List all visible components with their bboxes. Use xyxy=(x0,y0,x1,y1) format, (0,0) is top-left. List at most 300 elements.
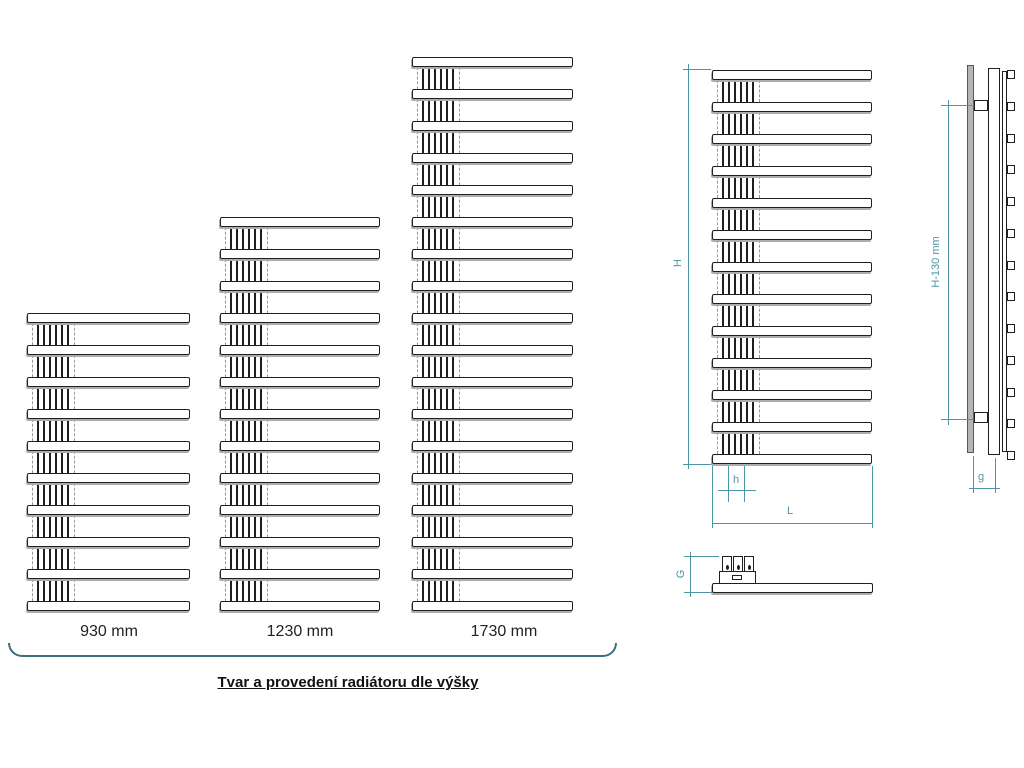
radiator-bar xyxy=(220,473,380,483)
radiator-bar xyxy=(27,377,190,387)
collector-tube xyxy=(61,483,69,505)
radiator-bar xyxy=(27,505,190,515)
collector-tube xyxy=(734,336,742,358)
collector-tube xyxy=(746,400,754,422)
collector-tube xyxy=(254,547,262,569)
collector-tube xyxy=(230,579,238,601)
collector-tubes xyxy=(422,323,454,345)
collector-tube xyxy=(722,400,730,422)
collector-tubes xyxy=(722,112,754,134)
radiator-bar xyxy=(220,377,380,387)
collector-tube xyxy=(49,323,57,345)
dim-label-H: H xyxy=(672,259,684,267)
size-label-1730: 1730 mm xyxy=(470,623,538,640)
collector-tube xyxy=(446,131,454,153)
collector-tubes xyxy=(37,355,69,377)
collector-tube xyxy=(446,419,454,441)
collector-tube xyxy=(242,355,250,377)
collector-tubes xyxy=(230,387,262,409)
collector-tube xyxy=(422,131,430,153)
collector-tube xyxy=(37,547,45,569)
radiator-bar xyxy=(412,569,573,579)
collector-tube xyxy=(422,579,430,601)
collector-tube xyxy=(746,144,754,166)
radiator-bar xyxy=(412,505,573,515)
collector-tubes xyxy=(722,240,754,262)
collector-tube xyxy=(49,547,57,569)
collector-tube xyxy=(746,432,754,454)
collector-tube xyxy=(722,368,730,390)
collector-tube xyxy=(254,259,262,281)
collector-tube xyxy=(61,515,69,537)
collector-tube xyxy=(230,515,238,537)
collector-tube xyxy=(422,195,430,217)
radiator-bar xyxy=(412,345,573,355)
collector-tube xyxy=(734,400,742,422)
bar-end-stub xyxy=(1007,70,1015,79)
radiator-bar xyxy=(220,217,380,227)
collector-tube xyxy=(61,451,69,473)
radiator-bar xyxy=(712,198,872,208)
radiator-bar xyxy=(412,441,573,451)
radiator-bar xyxy=(27,569,190,579)
radiator-bar xyxy=(412,121,573,131)
collector-tube xyxy=(734,208,742,230)
collector-tube xyxy=(422,163,430,185)
collector-tube xyxy=(434,99,442,121)
collector-tube xyxy=(422,419,430,441)
collector-tube xyxy=(446,163,454,185)
collector-tube xyxy=(49,387,57,409)
size-label-930: 930 mm xyxy=(80,623,138,640)
radiator-bar xyxy=(27,313,190,323)
mounting-bracket-bottom xyxy=(974,412,988,423)
collector-tube xyxy=(242,547,250,569)
radiator-bar xyxy=(712,390,872,400)
collector-tubes xyxy=(230,515,262,537)
radiator-bar xyxy=(412,313,573,323)
radiator-bar xyxy=(220,409,380,419)
collector-tube xyxy=(49,355,57,377)
collector-tubes xyxy=(422,259,454,281)
collector-tube xyxy=(422,323,430,345)
collector-tube xyxy=(254,483,262,505)
radiator-bar xyxy=(220,505,380,515)
bar-end-stub xyxy=(1007,451,1015,460)
radiator-bar xyxy=(27,409,190,419)
collector-tubes xyxy=(722,304,754,326)
radiator-bar xyxy=(412,473,573,483)
collector-tubes xyxy=(230,355,262,377)
collector-tube xyxy=(746,368,754,390)
collector-tubes xyxy=(422,131,454,153)
collector-tube xyxy=(722,176,730,198)
collector-tube xyxy=(422,291,430,313)
collector-tube xyxy=(434,419,442,441)
collector-tube xyxy=(242,387,250,409)
radiator-bar xyxy=(712,422,872,432)
collector-tube xyxy=(254,387,262,409)
dim-line-G xyxy=(690,552,691,597)
radiator-bar xyxy=(412,185,573,195)
collector-tube xyxy=(446,579,454,601)
radiator-bar xyxy=(712,358,872,368)
collector-tube xyxy=(746,112,754,134)
collector-tube xyxy=(746,208,754,230)
radiator-bar xyxy=(712,134,872,144)
radiator-bar xyxy=(27,441,190,451)
collector-tube xyxy=(734,432,742,454)
radiator-bar xyxy=(220,345,380,355)
collector-tube xyxy=(254,451,262,473)
collector-tube xyxy=(434,291,442,313)
radiator-bar xyxy=(412,153,573,163)
collector-tube xyxy=(254,227,262,249)
collector-tube xyxy=(434,515,442,537)
collector-tube xyxy=(722,112,730,134)
collector-tube xyxy=(422,547,430,569)
dim-label-L: L xyxy=(786,505,794,517)
radiator-bar xyxy=(412,409,573,419)
pipe-port xyxy=(748,565,751,570)
collector-tubes xyxy=(230,547,262,569)
collector-tube xyxy=(446,227,454,249)
collector-tubes xyxy=(37,547,69,569)
radiator-bar xyxy=(712,454,872,464)
radiator-bar xyxy=(412,537,573,547)
dim-line-h xyxy=(718,490,756,491)
collector-tube xyxy=(434,227,442,249)
collector-tube xyxy=(434,259,442,281)
collector-tubes xyxy=(37,579,69,601)
bar-end-stub xyxy=(1007,356,1015,365)
collector-tubes xyxy=(722,400,754,422)
radiator-bar xyxy=(220,249,380,259)
radiator-1730mm-drawing xyxy=(412,57,573,611)
wall-rail xyxy=(967,65,974,453)
collector-tube xyxy=(446,99,454,121)
radiator-bar xyxy=(412,377,573,387)
collector-tubes xyxy=(37,451,69,473)
collector-tube xyxy=(242,291,250,313)
collector-tubes xyxy=(230,419,262,441)
collector-tube xyxy=(254,419,262,441)
bar-end-stub xyxy=(1007,229,1015,238)
caption-title: Tvar a provedení radiátoru dle výšky xyxy=(217,674,479,691)
collector-tubes xyxy=(422,195,454,217)
collector-tube xyxy=(49,419,57,441)
collector-tubes xyxy=(37,483,69,505)
radiator-bar xyxy=(412,57,573,67)
collector-tubes xyxy=(37,387,69,409)
dim-label-h: h xyxy=(732,474,740,486)
collector-tube xyxy=(746,240,754,262)
collector-tube xyxy=(230,387,238,409)
collector-tubes xyxy=(230,579,262,601)
collector-tube xyxy=(734,272,742,294)
collector-tube xyxy=(61,323,69,345)
collector-tube xyxy=(734,112,742,134)
collector-tube xyxy=(446,67,454,89)
mounting-bracket-top xyxy=(974,100,988,111)
radiator-bar xyxy=(412,89,573,99)
collector-tubes xyxy=(37,515,69,537)
collector-tube xyxy=(722,272,730,294)
collector-tube xyxy=(734,240,742,262)
collector-tube xyxy=(734,304,742,326)
collector-tube xyxy=(422,451,430,473)
radiator-bar xyxy=(712,70,872,80)
collector-tube xyxy=(746,176,754,198)
collector-tube xyxy=(434,387,442,409)
collector-tube xyxy=(722,208,730,230)
radiator-bar xyxy=(712,262,872,272)
radiator-930mm-drawing xyxy=(27,313,190,611)
dim-line-H xyxy=(688,64,689,469)
collector-tube xyxy=(230,451,238,473)
collector-tubes xyxy=(722,208,754,230)
radiator-bar xyxy=(412,249,573,259)
collector-tubes xyxy=(722,368,754,390)
collector-tube xyxy=(61,547,69,569)
dim-ext-line xyxy=(872,466,873,528)
collector-tubes xyxy=(230,323,262,345)
collector-tubes xyxy=(422,99,454,121)
collector-tubes xyxy=(230,227,262,249)
collector-tube xyxy=(254,515,262,537)
collector-tubes xyxy=(422,579,454,601)
front-view-drawing xyxy=(712,70,872,464)
collector-tubes xyxy=(230,483,262,505)
collector-tube xyxy=(37,355,45,377)
dim-ext-line xyxy=(684,592,712,593)
collector-tube xyxy=(422,67,430,89)
radiator-1230mm-drawing xyxy=(220,217,380,611)
collector-tube xyxy=(734,144,742,166)
collector-tubes xyxy=(422,387,454,409)
collector-tube xyxy=(746,272,754,294)
collector-tube xyxy=(446,483,454,505)
radiator-bar xyxy=(220,313,380,323)
collector-tube xyxy=(434,67,442,89)
collector-tubes xyxy=(722,144,754,166)
collector-tubes xyxy=(722,176,754,198)
collector-tube xyxy=(422,99,430,121)
radiator-bar xyxy=(712,230,872,240)
collector-tube xyxy=(61,579,69,601)
collector-tube xyxy=(434,547,442,569)
collector-tube xyxy=(254,323,262,345)
collector-tube xyxy=(446,387,454,409)
collector-tube xyxy=(37,323,45,345)
collector-tubes xyxy=(37,419,69,441)
bar-end-stub xyxy=(1007,419,1015,428)
dim-line-H130 xyxy=(948,100,949,425)
collector-tube xyxy=(422,387,430,409)
collector-tube xyxy=(254,291,262,313)
collector-tube xyxy=(746,80,754,102)
collector-tube xyxy=(230,227,238,249)
collector-tube xyxy=(61,355,69,377)
pipe-stub xyxy=(744,556,754,572)
radiator-bar xyxy=(220,441,380,451)
collector-tube xyxy=(446,451,454,473)
bar-end-stub xyxy=(1007,134,1015,143)
collector-tubes xyxy=(722,336,754,358)
collector-tube xyxy=(422,227,430,249)
collector-tube xyxy=(434,451,442,473)
collector-tube xyxy=(37,515,45,537)
radiator-bar xyxy=(712,326,872,336)
collector-tubes xyxy=(422,515,454,537)
collector-tube xyxy=(422,483,430,505)
collector-tube xyxy=(230,355,238,377)
collector-tube xyxy=(734,368,742,390)
collector-tube xyxy=(734,176,742,198)
collector-tube xyxy=(434,323,442,345)
collector-tubes xyxy=(230,451,262,473)
radiator-bar xyxy=(712,166,872,176)
valve-connector xyxy=(732,575,742,580)
collector-tube xyxy=(49,483,57,505)
dim-line-L xyxy=(712,523,873,524)
pipe-stub xyxy=(722,556,732,572)
collector-tube xyxy=(446,259,454,281)
collector-tube xyxy=(722,144,730,166)
radiator-bar xyxy=(712,102,872,112)
collector-tube xyxy=(746,304,754,326)
bar-end-stub xyxy=(1007,292,1015,301)
collector-tube xyxy=(37,451,45,473)
collector-tube xyxy=(61,387,69,409)
pipe-port xyxy=(737,565,740,570)
radiator-bar xyxy=(220,569,380,579)
collector-tubes xyxy=(422,419,454,441)
collector-tube xyxy=(242,451,250,473)
collector-profile xyxy=(988,68,1000,455)
collector-tube xyxy=(61,419,69,441)
collector-tube xyxy=(242,579,250,601)
dim-ext-line xyxy=(941,419,974,420)
bar-end-stub xyxy=(1007,197,1015,206)
collector-tube xyxy=(722,336,730,358)
collector-tube xyxy=(722,240,730,262)
collector-tube xyxy=(722,80,730,102)
collector-tube xyxy=(446,323,454,345)
dim-ext-line xyxy=(712,466,713,528)
collector-tube xyxy=(37,483,45,505)
radiator-bar xyxy=(412,217,573,227)
collector-tube xyxy=(434,579,442,601)
size-label-1230: 1230 mm xyxy=(266,623,334,640)
collector-tubes xyxy=(422,227,454,249)
bar-end-stub xyxy=(1007,324,1015,333)
collector-tube xyxy=(230,483,238,505)
bar-end-stub xyxy=(1007,102,1015,111)
collector-tube xyxy=(434,163,442,185)
collector-tubes xyxy=(422,451,454,473)
collector-tube xyxy=(254,579,262,601)
radiator-bar xyxy=(712,294,872,304)
collector-tube xyxy=(242,227,250,249)
collector-tubes xyxy=(422,291,454,313)
radiator-bar xyxy=(412,281,573,291)
collector-tubes xyxy=(37,323,69,345)
collector-tube xyxy=(242,323,250,345)
collector-tube xyxy=(242,515,250,537)
collector-tubes xyxy=(422,355,454,377)
radiator-bar xyxy=(220,601,380,611)
dim-ext-line xyxy=(941,105,974,106)
radiator-bar xyxy=(412,601,573,611)
collector-tube xyxy=(434,195,442,217)
collector-tube xyxy=(37,387,45,409)
collector-tube xyxy=(422,515,430,537)
collector-tube xyxy=(230,323,238,345)
collector-tube xyxy=(446,355,454,377)
collector-tubes xyxy=(722,432,754,454)
collector-tube xyxy=(722,432,730,454)
collector-tube xyxy=(230,547,238,569)
collector-tubes xyxy=(722,272,754,294)
collector-tube xyxy=(734,80,742,102)
collector-tube xyxy=(230,419,238,441)
collector-tube xyxy=(49,579,57,601)
bottom-view-body xyxy=(712,583,873,593)
radiator-bar xyxy=(220,281,380,291)
collector-tubes xyxy=(422,67,454,89)
collector-tube xyxy=(37,419,45,441)
dim-label-g: g xyxy=(977,471,985,483)
collector-tubes xyxy=(230,291,262,313)
collector-tube xyxy=(434,355,442,377)
collector-tubes xyxy=(230,259,262,281)
collector-tube xyxy=(422,355,430,377)
collector-tubes xyxy=(422,163,454,185)
collector-tube xyxy=(746,336,754,358)
collector-tube xyxy=(254,355,262,377)
collector-tube xyxy=(230,259,238,281)
collector-tube xyxy=(242,483,250,505)
collector-tube xyxy=(434,483,442,505)
collector-tube xyxy=(434,131,442,153)
bar-end-stub xyxy=(1007,388,1015,397)
dim-label-G: G xyxy=(675,569,687,579)
collector-tubes xyxy=(422,547,454,569)
collector-tubes xyxy=(422,483,454,505)
radiator-bar xyxy=(27,345,190,355)
collector-tube xyxy=(242,259,250,281)
collector-tube xyxy=(446,291,454,313)
collector-tube xyxy=(722,304,730,326)
dim-label-H130: H-130 mm xyxy=(930,236,942,288)
collector-tube xyxy=(242,419,250,441)
pipe-port xyxy=(726,565,729,570)
group-brace xyxy=(8,643,617,657)
collector-tube xyxy=(446,515,454,537)
radiator-bar xyxy=(220,537,380,547)
collector-tube xyxy=(422,259,430,281)
bar-end-stub xyxy=(1007,261,1015,270)
radiator-bar xyxy=(27,601,190,611)
radiator-bar xyxy=(27,473,190,483)
pipe-stub xyxy=(733,556,743,572)
dim-line-g xyxy=(969,488,1000,489)
collector-tube xyxy=(446,547,454,569)
collector-tube xyxy=(446,195,454,217)
radiator-bar xyxy=(27,537,190,547)
collector-tube xyxy=(49,451,57,473)
